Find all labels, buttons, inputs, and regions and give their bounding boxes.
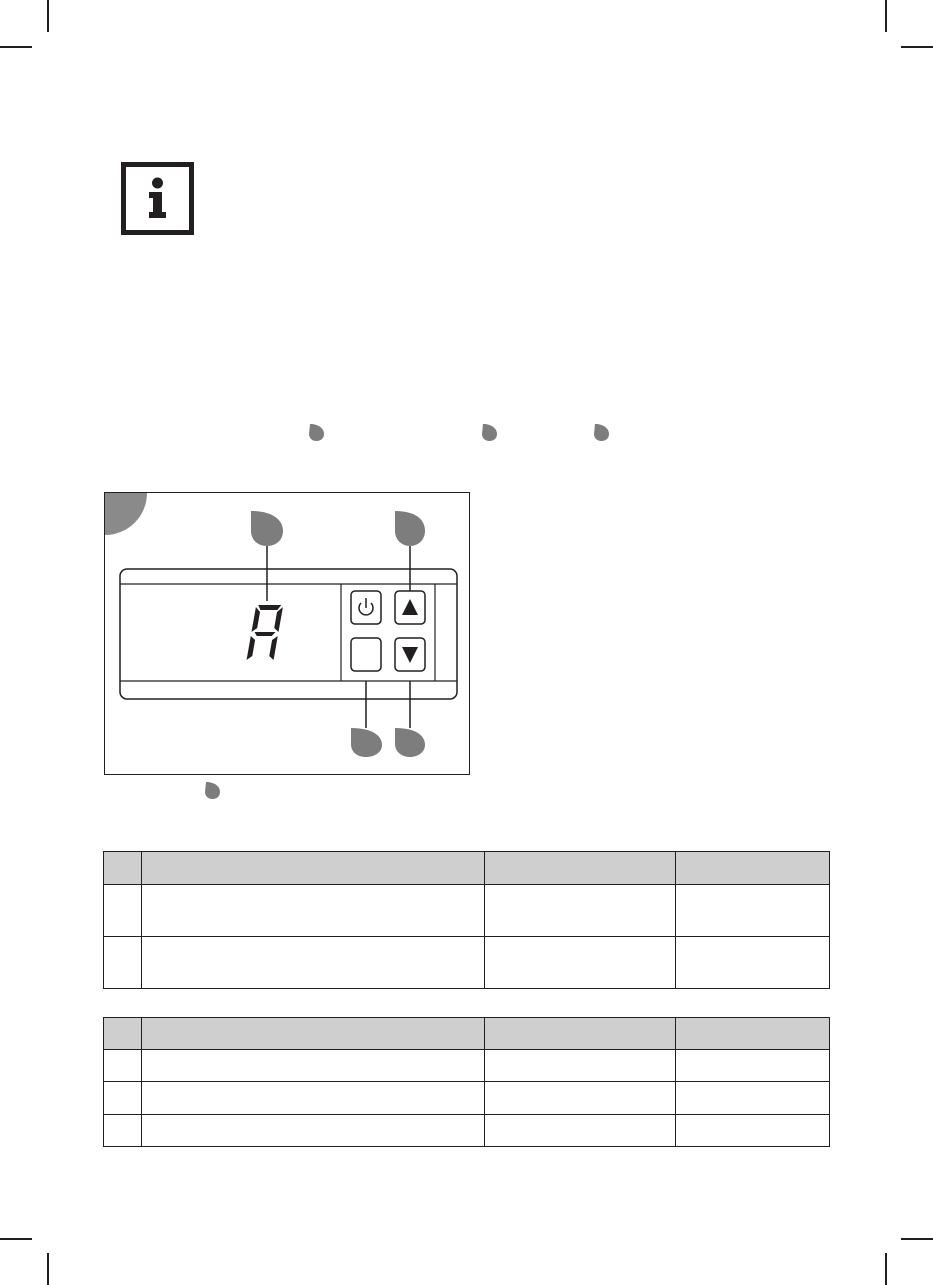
crop-mark xyxy=(0,46,32,48)
table-cell xyxy=(142,937,485,989)
crop-mark xyxy=(885,0,887,32)
power-button xyxy=(351,591,381,624)
crop-mark xyxy=(901,46,933,48)
table-header-cell xyxy=(104,1018,142,1050)
table-row xyxy=(104,1050,830,1082)
drop-marker-icon xyxy=(204,781,221,800)
table-cell xyxy=(485,937,676,989)
table-cell xyxy=(485,1050,676,1082)
figure-number-tab xyxy=(105,493,147,535)
callout-drop-up xyxy=(395,511,425,591)
blank-button xyxy=(351,638,381,671)
table-row xyxy=(104,937,830,989)
table-cell xyxy=(104,1050,142,1082)
crop-mark xyxy=(47,1253,49,1285)
table-header-cell xyxy=(676,852,830,885)
up-button xyxy=(395,591,425,624)
table-header-cell xyxy=(104,852,142,885)
table-row xyxy=(104,1082,830,1115)
table-row xyxy=(104,885,830,937)
control-panel-figure xyxy=(104,492,470,775)
drop-marker-icon xyxy=(593,423,610,442)
table-cell xyxy=(142,1082,485,1115)
drop-marker-icon xyxy=(481,423,498,442)
spec-table-1 xyxy=(103,851,830,989)
table-cell xyxy=(676,1050,830,1082)
table-cell xyxy=(142,885,485,937)
table-cell xyxy=(142,1115,485,1147)
crop-mark xyxy=(901,1238,933,1240)
crop-mark xyxy=(885,1253,887,1285)
table-header-cell xyxy=(485,852,676,885)
table-row xyxy=(104,1115,830,1147)
table-cell xyxy=(676,885,830,937)
table-cell xyxy=(104,885,142,937)
table-header-cell xyxy=(142,852,485,885)
panel-outline xyxy=(120,569,457,699)
callout-drop-blank xyxy=(351,681,382,757)
table-header-cell xyxy=(485,1018,676,1050)
table-header-row xyxy=(104,852,830,885)
info-icon xyxy=(121,162,194,235)
callout-drop-display xyxy=(251,511,283,601)
table-header-row xyxy=(104,1018,830,1050)
table-header-cell xyxy=(676,1018,830,1050)
spec-table-2 xyxy=(103,1017,830,1147)
table-header-cell xyxy=(142,1018,485,1050)
crop-mark xyxy=(47,0,49,32)
table-cell xyxy=(104,937,142,989)
drop-marker-icon xyxy=(308,423,325,442)
table-cell xyxy=(142,1050,485,1082)
table-cell xyxy=(676,1082,830,1115)
table-cell xyxy=(485,885,676,937)
crop-mark xyxy=(0,1238,32,1240)
table-cell xyxy=(676,937,830,989)
down-button xyxy=(395,638,425,671)
callout-drop-down xyxy=(395,681,425,757)
table-cell xyxy=(485,1082,676,1115)
table-cell xyxy=(104,1115,142,1147)
table-cell xyxy=(104,1082,142,1115)
seven-segment-display xyxy=(247,605,284,660)
table-cell xyxy=(676,1115,830,1147)
table-cell xyxy=(485,1115,676,1147)
